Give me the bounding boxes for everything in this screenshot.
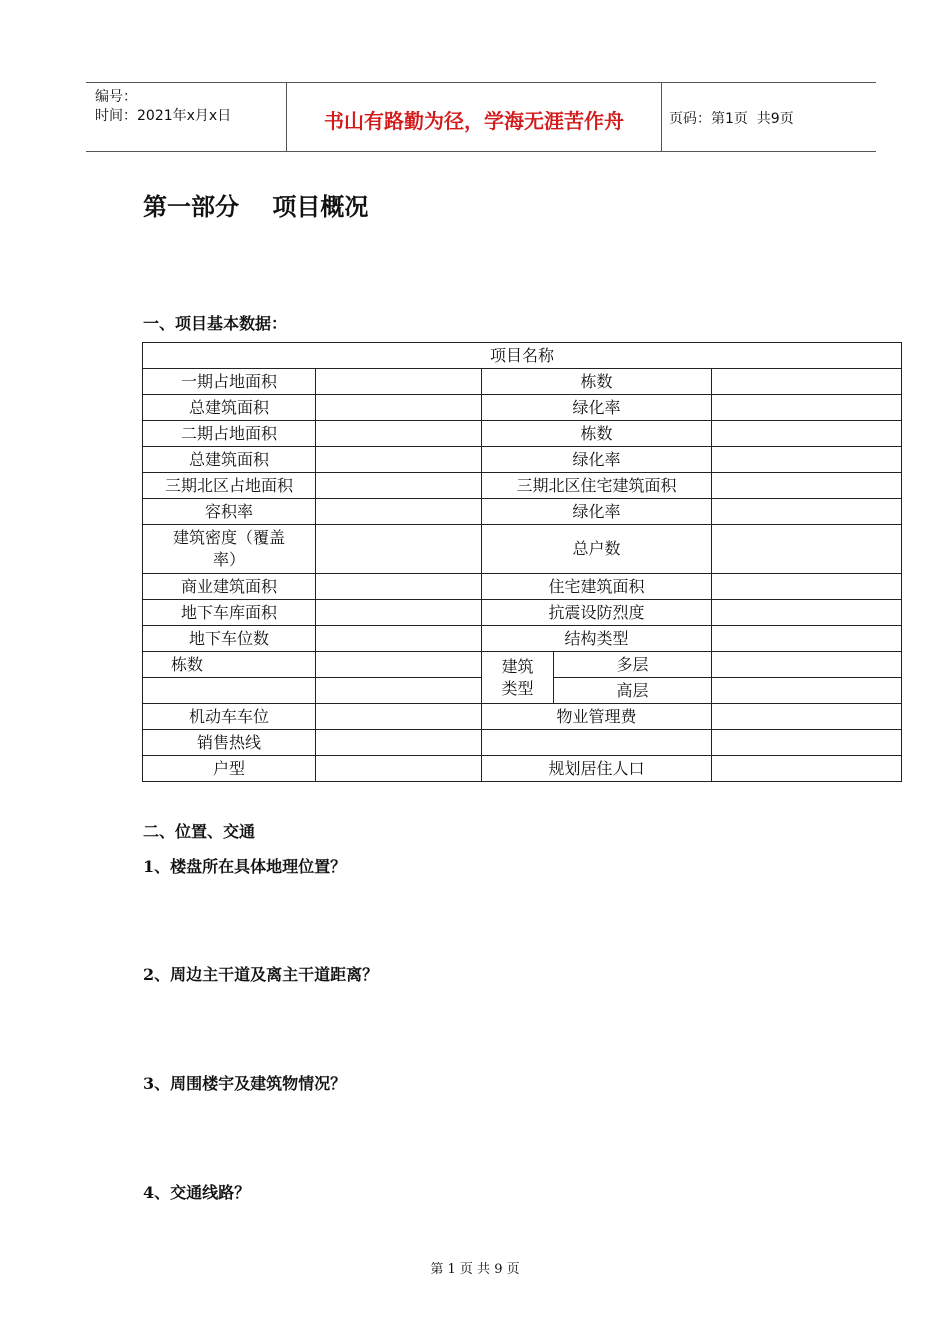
header-meta: [86, 83, 286, 151]
date-label: 时间：2021年x月x日: [95, 108, 232, 124]
table-label: 物业管理费: [482, 704, 712, 730]
table-row: [143, 626, 902, 652]
table-label: 三期北区占地面积: [143, 473, 316, 499]
table-value-cell[interactable]: [316, 369, 482, 395]
table-label: 二期占地面积: [143, 421, 316, 447]
project-data-table: [142, 342, 902, 782]
header-page-cell: [660, 83, 876, 151]
table-label: 绿化率: [482, 499, 712, 525]
table-value-cell[interactable]: [712, 421, 902, 447]
part-title: 第一部分 项目概况: [143, 192, 369, 221]
table-label: 地下车位数: [143, 626, 316, 652]
table-value-cell[interactable]: [712, 600, 902, 626]
table-value-cell[interactable]: [316, 678, 482, 704]
table-row: [143, 395, 902, 421]
table-row: [143, 525, 902, 574]
table-label: 栋数: [482, 369, 712, 395]
table-value-cell[interactable]: [712, 499, 902, 525]
table-value-cell[interactable]: [316, 499, 482, 525]
table-label: 机动车车位: [143, 704, 316, 730]
table-value-cell[interactable]: [712, 626, 902, 652]
table-label: 栋数: [482, 421, 712, 447]
table-value-cell[interactable]: [712, 525, 902, 574]
table-label: 多层: [554, 652, 712, 678]
table-value-cell[interactable]: [316, 652, 482, 678]
table-label: 栋数: [143, 652, 316, 678]
table-value-cell[interactable]: [712, 369, 902, 395]
table-value-cell[interactable]: [712, 678, 902, 704]
table-row: [143, 447, 902, 473]
table-label: 结构类型: [482, 626, 712, 652]
table-row: [143, 421, 902, 447]
table-value-cell[interactable]: [316, 756, 482, 782]
table-value-cell[interactable]: [712, 447, 902, 473]
table-label: 销售热线: [143, 730, 316, 756]
page-info: 页码：第1页 共9页: [669, 111, 794, 127]
table-value-cell[interactable]: [316, 704, 482, 730]
table-value-cell[interactable]: [712, 756, 902, 782]
table-label: 建筑类型: [482, 652, 554, 704]
table-label: 容积率: [143, 499, 316, 525]
table-label: 户型: [143, 756, 316, 782]
question-4: 4、交通线路？: [143, 1183, 251, 1202]
table-value-cell[interactable]: [316, 574, 482, 600]
page-header: [86, 82, 876, 152]
table-label: 规划居住人口: [482, 756, 712, 782]
section1-heading: 一、项目基本数据：: [143, 314, 288, 333]
table-row: [143, 704, 902, 730]
table-label: 建筑密度（覆盖率）: [143, 525, 316, 574]
table-row: [143, 574, 902, 600]
motto-text: 书山有路勤为径，学海无涯苦作舟: [324, 109, 624, 133]
table-value-cell[interactable]: [316, 626, 482, 652]
table-label: 抗震设防烈度: [482, 600, 712, 626]
table-value-cell[interactable]: [316, 421, 482, 447]
table-label: 总建筑面积: [143, 395, 316, 421]
question-3: 3、周围楼宇及建筑物情况？: [143, 1074, 347, 1093]
table-row: [143, 600, 902, 626]
table-row: [143, 652, 902, 678]
table-row: [143, 473, 902, 499]
project-name-header: 项目名称: [143, 343, 902, 369]
table-value-cell[interactable]: [316, 473, 482, 499]
table-value-cell[interactable]: [712, 473, 902, 499]
table-row: [143, 499, 902, 525]
table-value-cell[interactable]: [316, 395, 482, 421]
page-footer: 第 1 页 共 9 页: [430, 1262, 520, 1277]
number-label: 编号：: [95, 89, 137, 105]
table-value-cell[interactable]: [712, 730, 902, 756]
table-row: [143, 369, 902, 395]
table-label: 总建筑面积: [143, 447, 316, 473]
header-motto-cell: [286, 83, 662, 151]
table-row: [143, 730, 902, 756]
table-row: [143, 343, 902, 369]
table-label: 住宅建筑面积: [482, 574, 712, 600]
table-value-cell[interactable]: [712, 395, 902, 421]
table-row: [143, 756, 902, 782]
question-2: 2、周边主干道及离主干道距离？: [143, 965, 379, 984]
section2-heading: 二、位置、交通: [143, 822, 256, 841]
question-1: 1、楼盘所在具体地理位置？: [143, 857, 347, 876]
table-label: 绿化率: [482, 447, 712, 473]
table-value-cell[interactable]: [316, 600, 482, 626]
table-label: 绿化率: [482, 395, 712, 421]
table-label: 高层: [554, 678, 712, 704]
table-label: 一期占地面积: [143, 369, 316, 395]
table-label: 三期北区住宅建筑面积: [482, 473, 712, 499]
table-value-cell[interactable]: [482, 730, 712, 756]
table-value-cell[interactable]: [143, 678, 316, 704]
table-value-cell[interactable]: [712, 704, 902, 730]
table-value-cell[interactable]: [316, 730, 482, 756]
table-label: 商业建筑面积: [143, 574, 316, 600]
table-value-cell[interactable]: [316, 525, 482, 574]
table-label: 地下车库面积: [143, 600, 316, 626]
table-value-cell[interactable]: [712, 574, 902, 600]
table-value-cell[interactable]: [712, 652, 902, 678]
table-value-cell[interactable]: [316, 447, 482, 473]
table-label: 总户数: [482, 525, 712, 574]
